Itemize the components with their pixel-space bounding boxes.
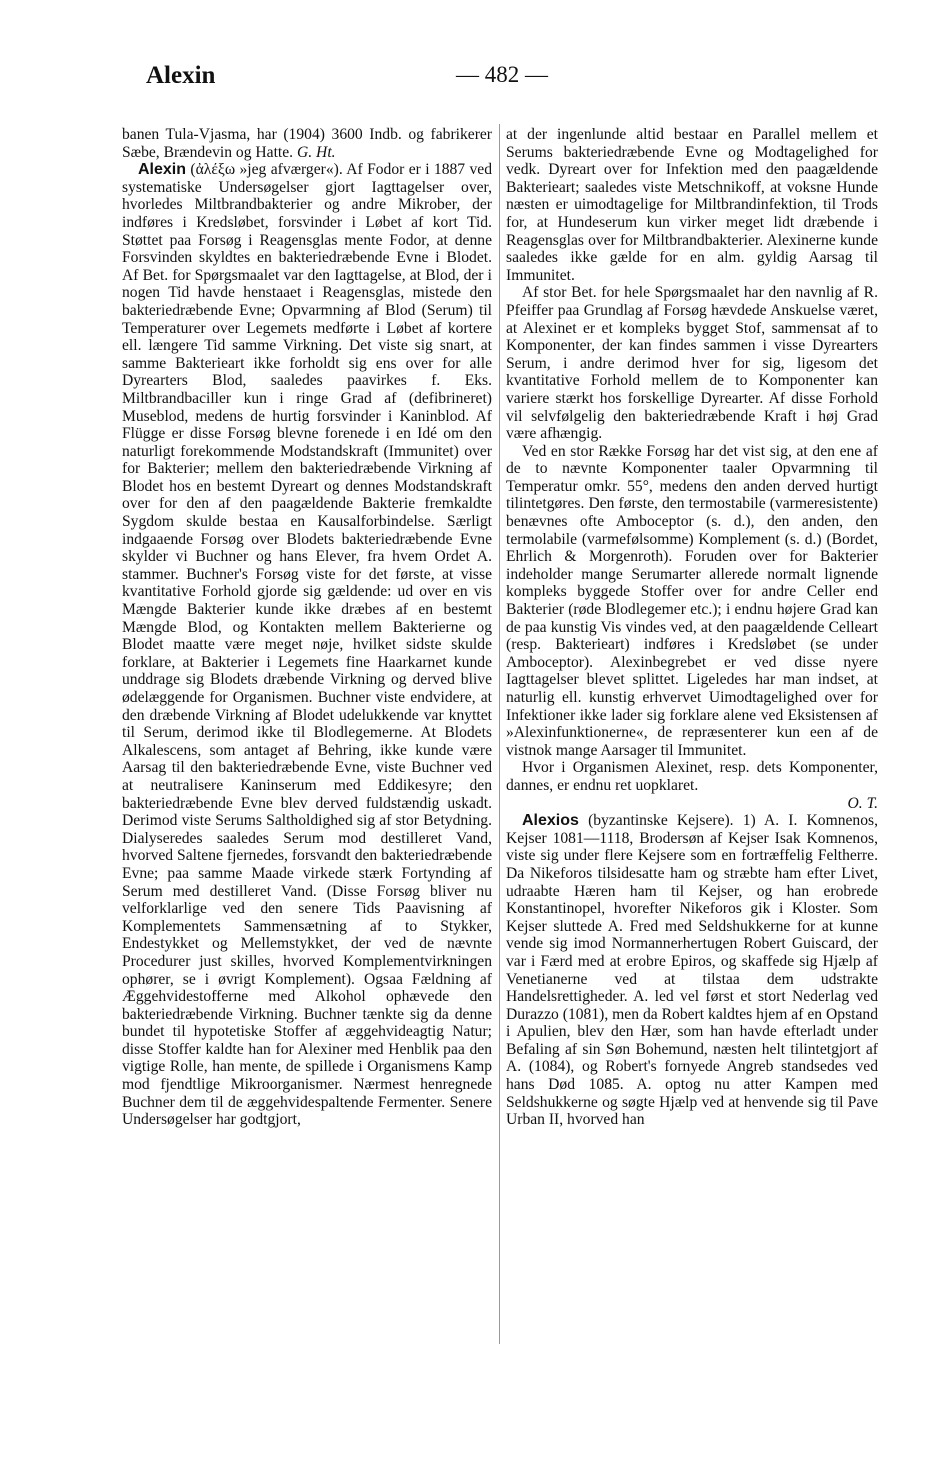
entry-headword: Alexin [138, 161, 187, 179]
paragraph: Hvor i Organismen Alexinet, resp. dets Komponenter, dannes, er endnu ret uopklaret. [506, 759, 878, 794]
entry-text: (ἀλέξω »jeg afværger«). Af Fodor er i 1887 ved systematiske Undersøgelser gjort Iagttagelser over, hvorledes Miltbrandbakterier og andre Mikrober, der indføres i Kredsløbet, forsvinder i Løbet af kort Tid. Støttet paa Forsøg i Reagensglas mente Fodor, at denne Forsvinden skyldtes en bakteriedræbende Evne i Blodet. Af Bet. for Spørgsmaalet var den Iagttagelse, at Blod, der i nogen Tid havde henstaaet i Reagensglas, mistede den bakteriedræbende Evne; Opvarmning af Blod (Serum) til Temperaturer over Legemets medførte i Løbet af kortere ell. længere Tid samme Virkning. Det viste sig snart, at samme Bakterieart ikke forholdt sig ens over for alle Dyrearters Blod, saaledes paavirkes f. Eks. Miltbrandbaciller kun i ringe Grad af (defibrineret) Museblod, medens de hurtig forsvinder i Kaninblod. Af Flügge er disse Forsøg blevne forenede i en Idé om den naturligt forekommende Modstandskraft (Immunitet) over for Bakterier; mellem den bakteriedræbende Virkning af Blodet hos en bestemt Dyreart og dennes Modstandskraft over for den af den paagældende Bakterie fremkaldte Sygdom skulde bestaa en Kausalforbindelse. Særligt indgaaende Forsøg over Blodets bakteriedræbende Evne skylder vi Buchner og hans Elever, fra hvem Ordet A. stammer. Buchner's Forsøg viste for det første, at visse kvantitative Forhold gjorde sig gældende: ud over en vis Mængde Bakterier kunde ikke dræbes af en bestemt Mængde Blod, og Kontakten mellem Bakterierne og Blodet maatte være meget nøje, hvilket sidste skulde forklare, at Bakterier i Legemets fine Haarkarnet kunde unddrage sig Blodets dræbende Virkning og derved blive ødelæggende for Organismen. Buchner viste endvidere, at den dræbende Virkning af Blodet udelukkende var knyttet til Serum, derimod ikke til Blodlegemerne. At Blodets Alkalescens, som antaget af Behring, ikke kunde være Aarsag til den bakteriedræbende Evne, viste Buchner ved at neutralisere Kaninserum med Eddikesyre; den bakteriedræbende Evne blev derved fuldstændig uskadt. Derimod viste Serums Saltholdighed sig af stor Betydning. Dialyseredes saaledes Serum mod destilleret Vand, hvorved Saltene fjernedes, forsvandt den bakteriedræbende Evne; paa samme Maade virkede stærk Fortynding af Serum med destilleret Vand. (Disse Forsøg bliver nu velforklarlige ved den senere Tids Paavisning af Komplementets Sammensætning af to Stykker, Endestykket og Mellemstykket, der ved de nævnte Procedurer just skilles, hvorved Komplementvirkningen ophører, se i øvrigt Komplement). Ogsaa Fældning af Æggehvidestofferne med Alkohol ophævede den bakteriedræbende Virkning. Buchner tænkte sig da denne bundet til hypotetiske Stoffer af æggehvideagtig Natur; disse Stoffer kaldte han for Alexiner med Henblik paa den vigtige Rolle, han mente, de spillede i Organismens Kamp mod fjendtlige Mikroorganismer. Nærmest henregnede Buchner dem til de æggehvidespaltende Fermenter. Senere Undersøgelser har godtgjort, [122, 161, 492, 1129]
author-signature: G. Ht. [297, 143, 336, 161]
paragraph [122, 126, 492, 161]
author-signature: O. T. [847, 794, 878, 812]
running-headword: Alexin [146, 62, 216, 89]
page-header [146, 62, 886, 96]
paragraph-text: banen Tula-Vjasma, har (1904) 3600 Indb. og fabrikerer Sæbe, Brændevin og Hatte. [122, 126, 492, 161]
paragraph: Af stor Bet. for hele Spørgsmaalet har den navnlig af R. Pfeiffer paa Grundlag af Forsøg hævdede Anskuelse været, at Alexinet er et kompleks bygget Stof, sammensat af to Komponenter, der kan findes sammen i visse Dyrearters Serum, i andre derimod hver for sig, ligesom det kvantitative Forhold mellem de to Komponenter kan variere stærkt hos forskellige Dyrearter. Af disse Forhold vil selvfølgelig den bakteriedræbende Kraft i høj Grad være afhængig. [506, 284, 878, 443]
paragraph: at der ingenlunde altid bestaar en Parallel mellem et Serums bakteriedræbende Evne og Modtagelighed for vedk. Dyreart over for Infektion med den paagældende Bakterieart; saaledes viste Metschnikoff, at voksne Hunde næsten er uimodtagelige for Miltbrandinfektion, til Trods for, at Hundeserum kun virker meget lidt dræbende i Reagensglas over for Miltbrandbakterier. Alexinerne kunde saaledes ikke gælde for en alm. gyldig Aarsag til Immunitet. [506, 126, 878, 284]
entry-text: (byzantinske Kejsere). 1) A. I. Komnenos, Kejser 1081—1118, Brodersøn af Kejser Isak Komnenos, viste sig under flere Kejsere som en fortræffelig Feltherre. Da Nikeforos tilsidesatte ham og stræbte ham efter Livet, udraabte Hæren ham til Kejser, og han erobrede Konstantinopel, hvorefter Nikeforos gik i Kloster. Som Kejser sluttede A. Fred med Seldshukkerne for at kunne vende sig imod Normannerhertugen Robert Guiscard, der var i Færd med at erobre Epiros, og skaffede sig Hjælp af Venetianerne ved at tilstaa dem udstrakte Handelsrettigheder. A. led vel først et stort Nederlag ved Durazzo (1081), men da Robert kaldtes hjem af en Opstand i Apulien, blev den Hær, som han havde efterladt under Befaling af sin Søn Bohemund, næsten helt tilintetgjort af A. (1084), og Robert's fornyede Angreb standsedes ved hans Død 1085. A. optog nu atter Kampen med Seldshukkerne og søgte Hjælp ved at henvende sig til Pave Urban II, hvorved han [506, 812, 878, 1129]
paragraph: Ved en stor Række Forsøg har det vist sig, at den ene af de to nævnte Komponenter taaler Opvarmning til Temperatur omkr. 55°, medens den anden derved hurtigt tilintetgøres. Den første, den termostabile (varmeresistente) benævnes ofte Amboceptor (s. d.), den anden, den termolabile (varmefølsomme) Komplement (s. d.) (Bordet, Ehrlich & Morgenroth). Foruden over for Bakterier indeholder mange Serumarter allerede normalt lignende kompleks byggede Stoffer over for andre Celler end Bakterier (røde Blodlegemer etc.); i endnu højere Grad kan de paa kunstig Vis vindes ved, at den paagældende Celleart (resp. Bakterieart) indføres i Kredsløbet (se under Amboceptor). Alexinbegrebet er ved disse nyere Iagttagelser blevet splittet. Ligeledes har man indset, at naturlig ell. kunstig erhvervet Uimodtagelighed over for Infektioner ikke lader sig forklare alene ved Eksistensen af »Alexinfunktionerne«, de repræsenterer kun een af de vistnok mange Aarsager til Immunitet. [506, 442, 878, 759]
entry-headword: Alexios [522, 812, 579, 830]
entry-alexios [506, 812, 878, 1129]
left-column [122, 126, 492, 1129]
entry-alexin [122, 161, 492, 1129]
right-column [506, 126, 878, 1129]
page-number: — 482 — [456, 62, 548, 87]
column-divider [499, 124, 500, 1344]
